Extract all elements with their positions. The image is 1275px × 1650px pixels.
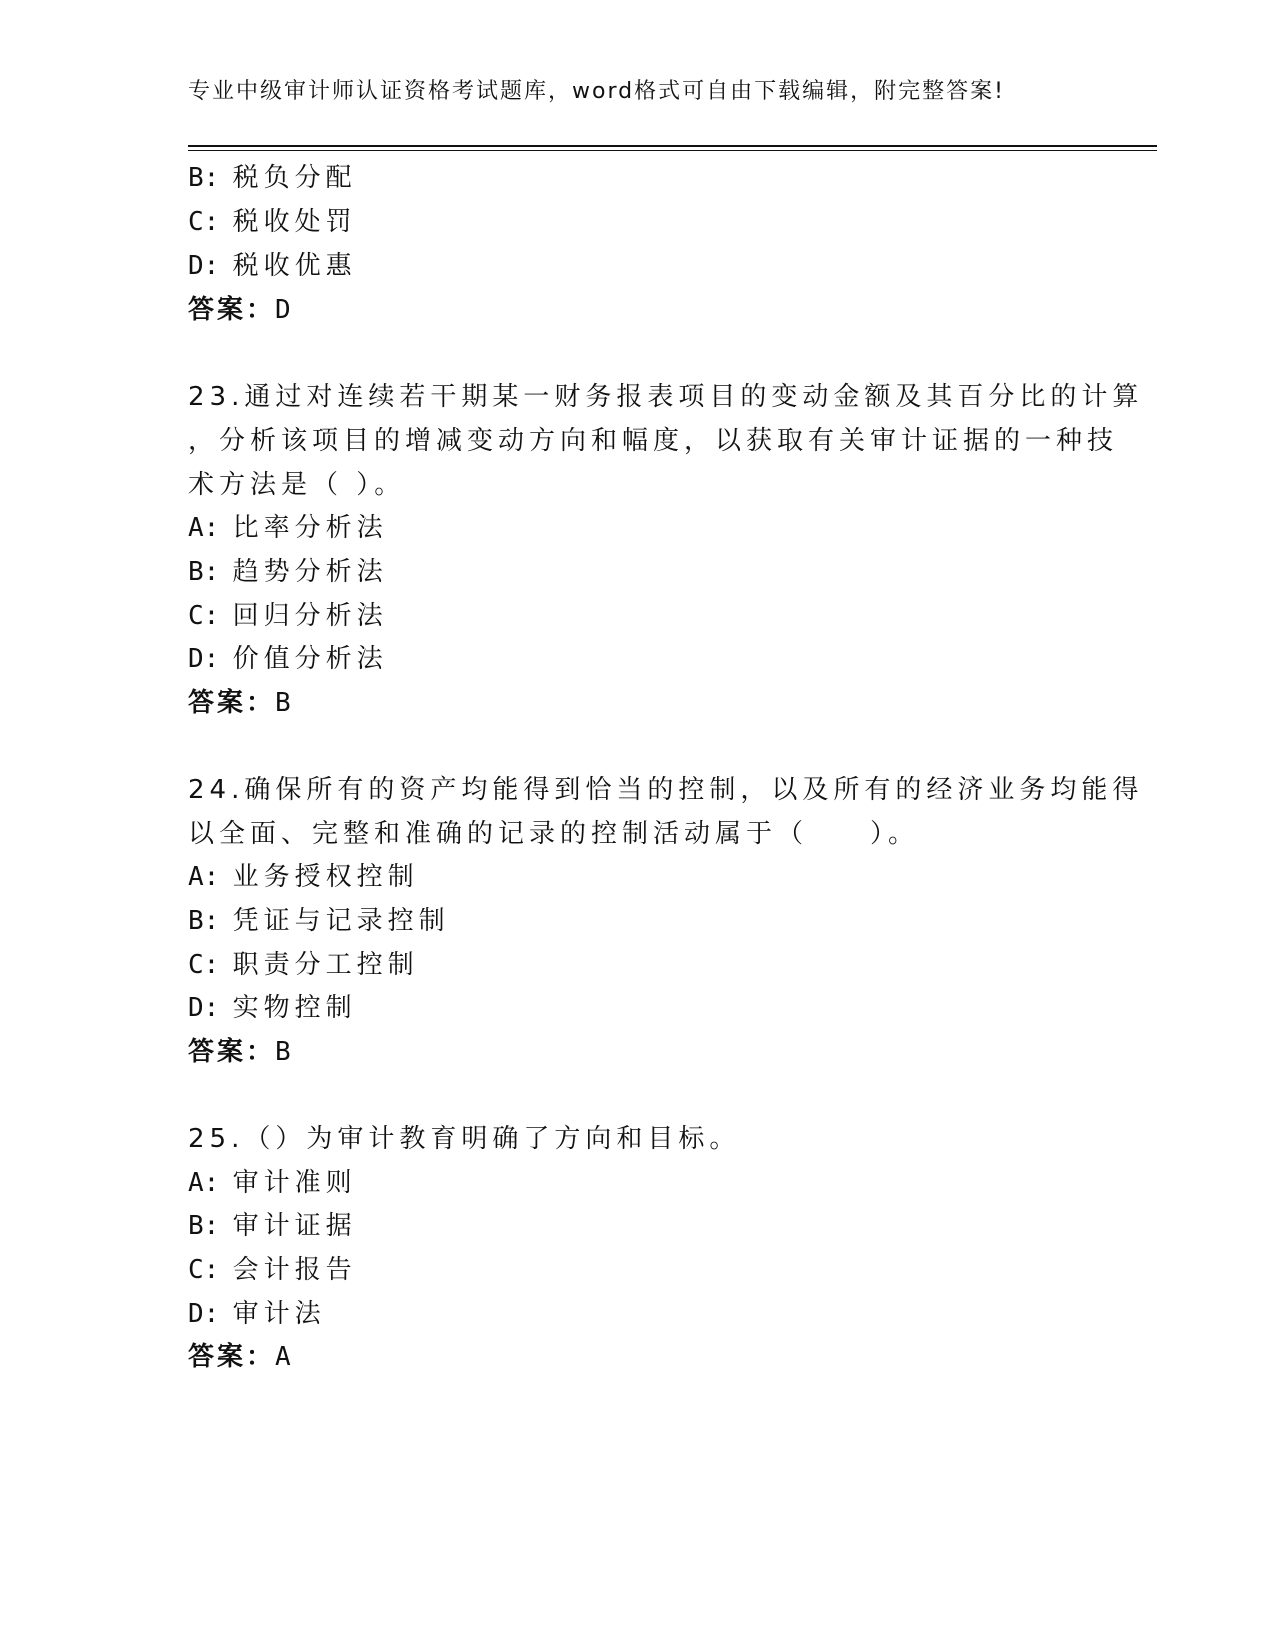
answer-value: D	[275, 295, 291, 325]
answer-line	[188, 1036, 291, 1068]
page-header: 专业中级审计师认证资格考试题库，word格式可自由下载编辑，附完整答案!	[188, 79, 1005, 104]
option-d	[188, 1298, 326, 1330]
option-c	[188, 1254, 357, 1286]
option-d	[188, 992, 357, 1024]
option-letter: D:	[188, 644, 220, 674]
option-text: 税负分配	[232, 163, 357, 193]
option-c	[188, 600, 388, 632]
option-a	[188, 1167, 357, 1199]
option-c	[188, 206, 357, 238]
question-23-stem-line: ，分析该项目的增减变动方向和幅度，以获取有关审计证据的一种技	[188, 426, 1119, 456]
option-text: 业务授权控制	[232, 862, 419, 892]
option-letter: A:	[188, 862, 220, 892]
option-text: 审计证据	[232, 1211, 357, 1241]
answer-value: B	[275, 688, 291, 718]
option-c	[188, 949, 419, 981]
option-text: 职责分工控制	[232, 950, 419, 980]
question-24-stem-line: 以全面、完整和准确的记录的控制活动属于（ ）。	[188, 819, 920, 849]
option-d	[188, 250, 357, 282]
option-text: 会计报告	[232, 1255, 357, 1285]
option-letter: C:	[188, 601, 220, 631]
option-b	[188, 905, 450, 937]
option-text: 税收优惠	[232, 251, 357, 281]
option-text: 税收处罚	[232, 207, 357, 237]
answer-line	[188, 687, 291, 719]
question-23-stem-line: 23.通过对连续若干期某一财务报表项目的变动金额及其百分比的计算	[188, 382, 1144, 412]
option-text: 回归分析法	[232, 601, 388, 631]
option-text: 价值分析法	[232, 644, 388, 674]
option-text: 比率分析法	[232, 513, 388, 543]
option-letter: B:	[188, 163, 220, 193]
option-a	[188, 512, 388, 544]
answer-label: 答案：	[188, 1342, 276, 1372]
option-text: 审计准则	[232, 1168, 357, 1198]
question-25-stem-line: 25.（）为审计教育明确了方向和目标。	[188, 1124, 741, 1154]
header-divider	[188, 145, 1157, 151]
answer-line	[188, 294, 291, 326]
answer-value: A	[275, 1342, 291, 1372]
option-letter: B:	[188, 557, 220, 587]
option-letter: D:	[188, 993, 220, 1023]
answer-value: B	[275, 1037, 291, 1067]
option-b	[188, 556, 388, 588]
option-letter: B:	[188, 906, 220, 936]
answer-label: 答案：	[188, 688, 276, 718]
option-text: 实物控制	[232, 993, 357, 1023]
option-letter: C:	[188, 1255, 220, 1285]
question-24-stem-line: 24.确保所有的资产均能得到恰当的控制，以及所有的经济业务均能得	[188, 775, 1144, 805]
option-letter: C:	[188, 950, 220, 980]
option-letter: D:	[188, 1299, 220, 1329]
answer-label: 答案：	[188, 295, 276, 325]
option-a	[188, 861, 419, 893]
option-letter: A:	[188, 513, 220, 543]
option-letter: D:	[188, 251, 220, 281]
option-text: 凭证与记录控制	[232, 906, 450, 936]
option-text: 审计法	[232, 1299, 326, 1329]
option-d	[188, 643, 388, 675]
question-23-stem-line: 术方法是（ ）。	[188, 470, 406, 500]
option-letter: C:	[188, 207, 220, 237]
option-b	[188, 162, 357, 194]
option-letter: A:	[188, 1168, 220, 1198]
option-b	[188, 1210, 357, 1242]
answer-label: 答案：	[188, 1037, 276, 1067]
option-letter: B:	[188, 1211, 220, 1241]
answer-line	[188, 1341, 291, 1373]
option-text: 趋势分析法	[232, 557, 388, 587]
